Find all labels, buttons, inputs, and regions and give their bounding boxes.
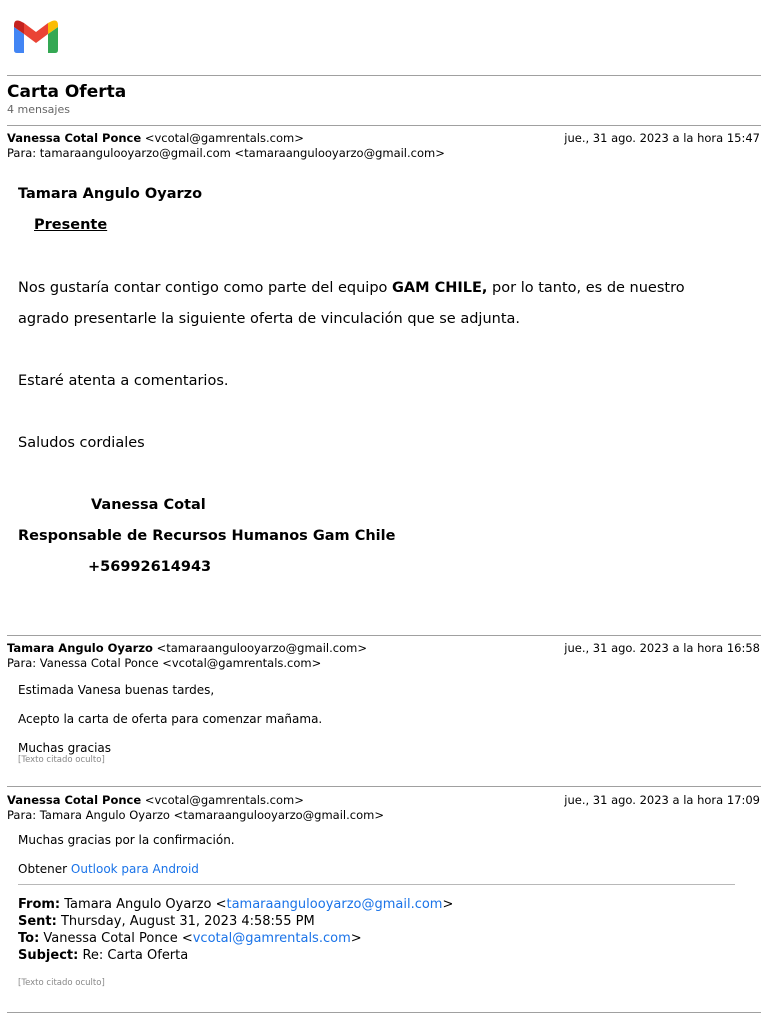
divider (7, 125, 761, 126)
signature-title: Responsable de Recursos Humanos Gam Chile (18, 528, 396, 544)
closing-line: Saludos cordiales (18, 435, 145, 451)
divider (7, 786, 761, 787)
message-line: Muchas gracias por la confirmación. (18, 833, 235, 847)
signature-phone: +56992614943 (88, 559, 212, 575)
thread-title: Carta Oferta (7, 82, 127, 102)
paragraph-line: Estaré atenta a comentarios. (18, 373, 229, 389)
sender-name: Vanessa Cotal Ponce (7, 131, 142, 145)
divider (7, 75, 761, 76)
message-line: Acepto la carta de oferta para comenzar mañama. (18, 712, 323, 726)
signature-name: Vanessa Cotal (91, 497, 206, 513)
outlook-line: Obtener Outlook para Android (18, 862, 199, 876)
message-line: Muchas gracias (18, 741, 112, 755)
divider (18, 884, 735, 885)
outlook-link[interactable]: Outlook para Android (70, 862, 199, 876)
gmail-logo-icon (14, 20, 58, 53)
message-header (7, 131, 760, 161)
email-link[interactable]: tamaraangulooyarzo@gmail.com (226, 897, 443, 912)
message-line: Estimada Vanesa buenas tardes, (18, 683, 215, 697)
sender-email: <tamaraangulooyarzo@gmail.com> (156, 641, 367, 655)
message-date: jue., 31 ago. 2023 a la hora 17:09 (564, 793, 760, 807)
recipient-line: Para: Tamara Angulo Oyarzo <tamaraangulooyarzo@gmail.com> (7, 808, 384, 822)
divider (7, 635, 761, 636)
sender-name: Vanessa Cotal Ponce (7, 793, 142, 807)
email-link[interactable]: vcotal@gamrentals.com (192, 931, 351, 946)
recipient-line: Para: tamaraangulooyarzo@gmail.com <tamaraangulooyarzo@gmail.com> (7, 146, 445, 160)
message-header (7, 793, 760, 823)
forwarded-header: From: Tamara Angulo Oyarzo <tamaraangulooyarzo@gmail.com> Sent: Thursday, August 31, 2023 4:58:55 PM To: Vanessa Cotal Ponce <vcotal@gamrentals.com> Subject: Re: Carta Oferta (18, 897, 454, 963)
message-date: jue., 31 ago. 2023 a la hora 15:47 (564, 131, 760, 145)
recipient-line: Para: Vanessa Cotal Ponce <vcotal@gamrentals.com> (7, 656, 322, 670)
paragraph-line: Nos gustaría contar contigo como parte del equipo GAM CHILE, por lo tanto, es de nuestro (18, 280, 685, 296)
sender-email: <vcotal@gamrentals.com> (144, 793, 304, 807)
message-header (7, 641, 760, 671)
presente-label: Presente (34, 217, 108, 233)
sender-name: Tamara Angulo Oyarzo (7, 641, 153, 655)
recipient-name: Tamara Angulo Oyarzo (18, 186, 203, 202)
paragraph-line: agrado presentarle la siguiente oferta de vinculación que se adjunta. (18, 311, 521, 327)
message-date: jue., 31 ago. 2023 a la hora 16:58 (564, 641, 760, 655)
quoted-text-toggle[interactable]: [Texto citado oculto] (18, 978, 105, 988)
sender-email: <vcotal@gamrentals.com> (144, 131, 304, 145)
quoted-text-toggle[interactable]: [Texto citado oculto] (18, 755, 105, 765)
message-count: 4 mensajes (7, 103, 70, 116)
divider (7, 1012, 761, 1013)
